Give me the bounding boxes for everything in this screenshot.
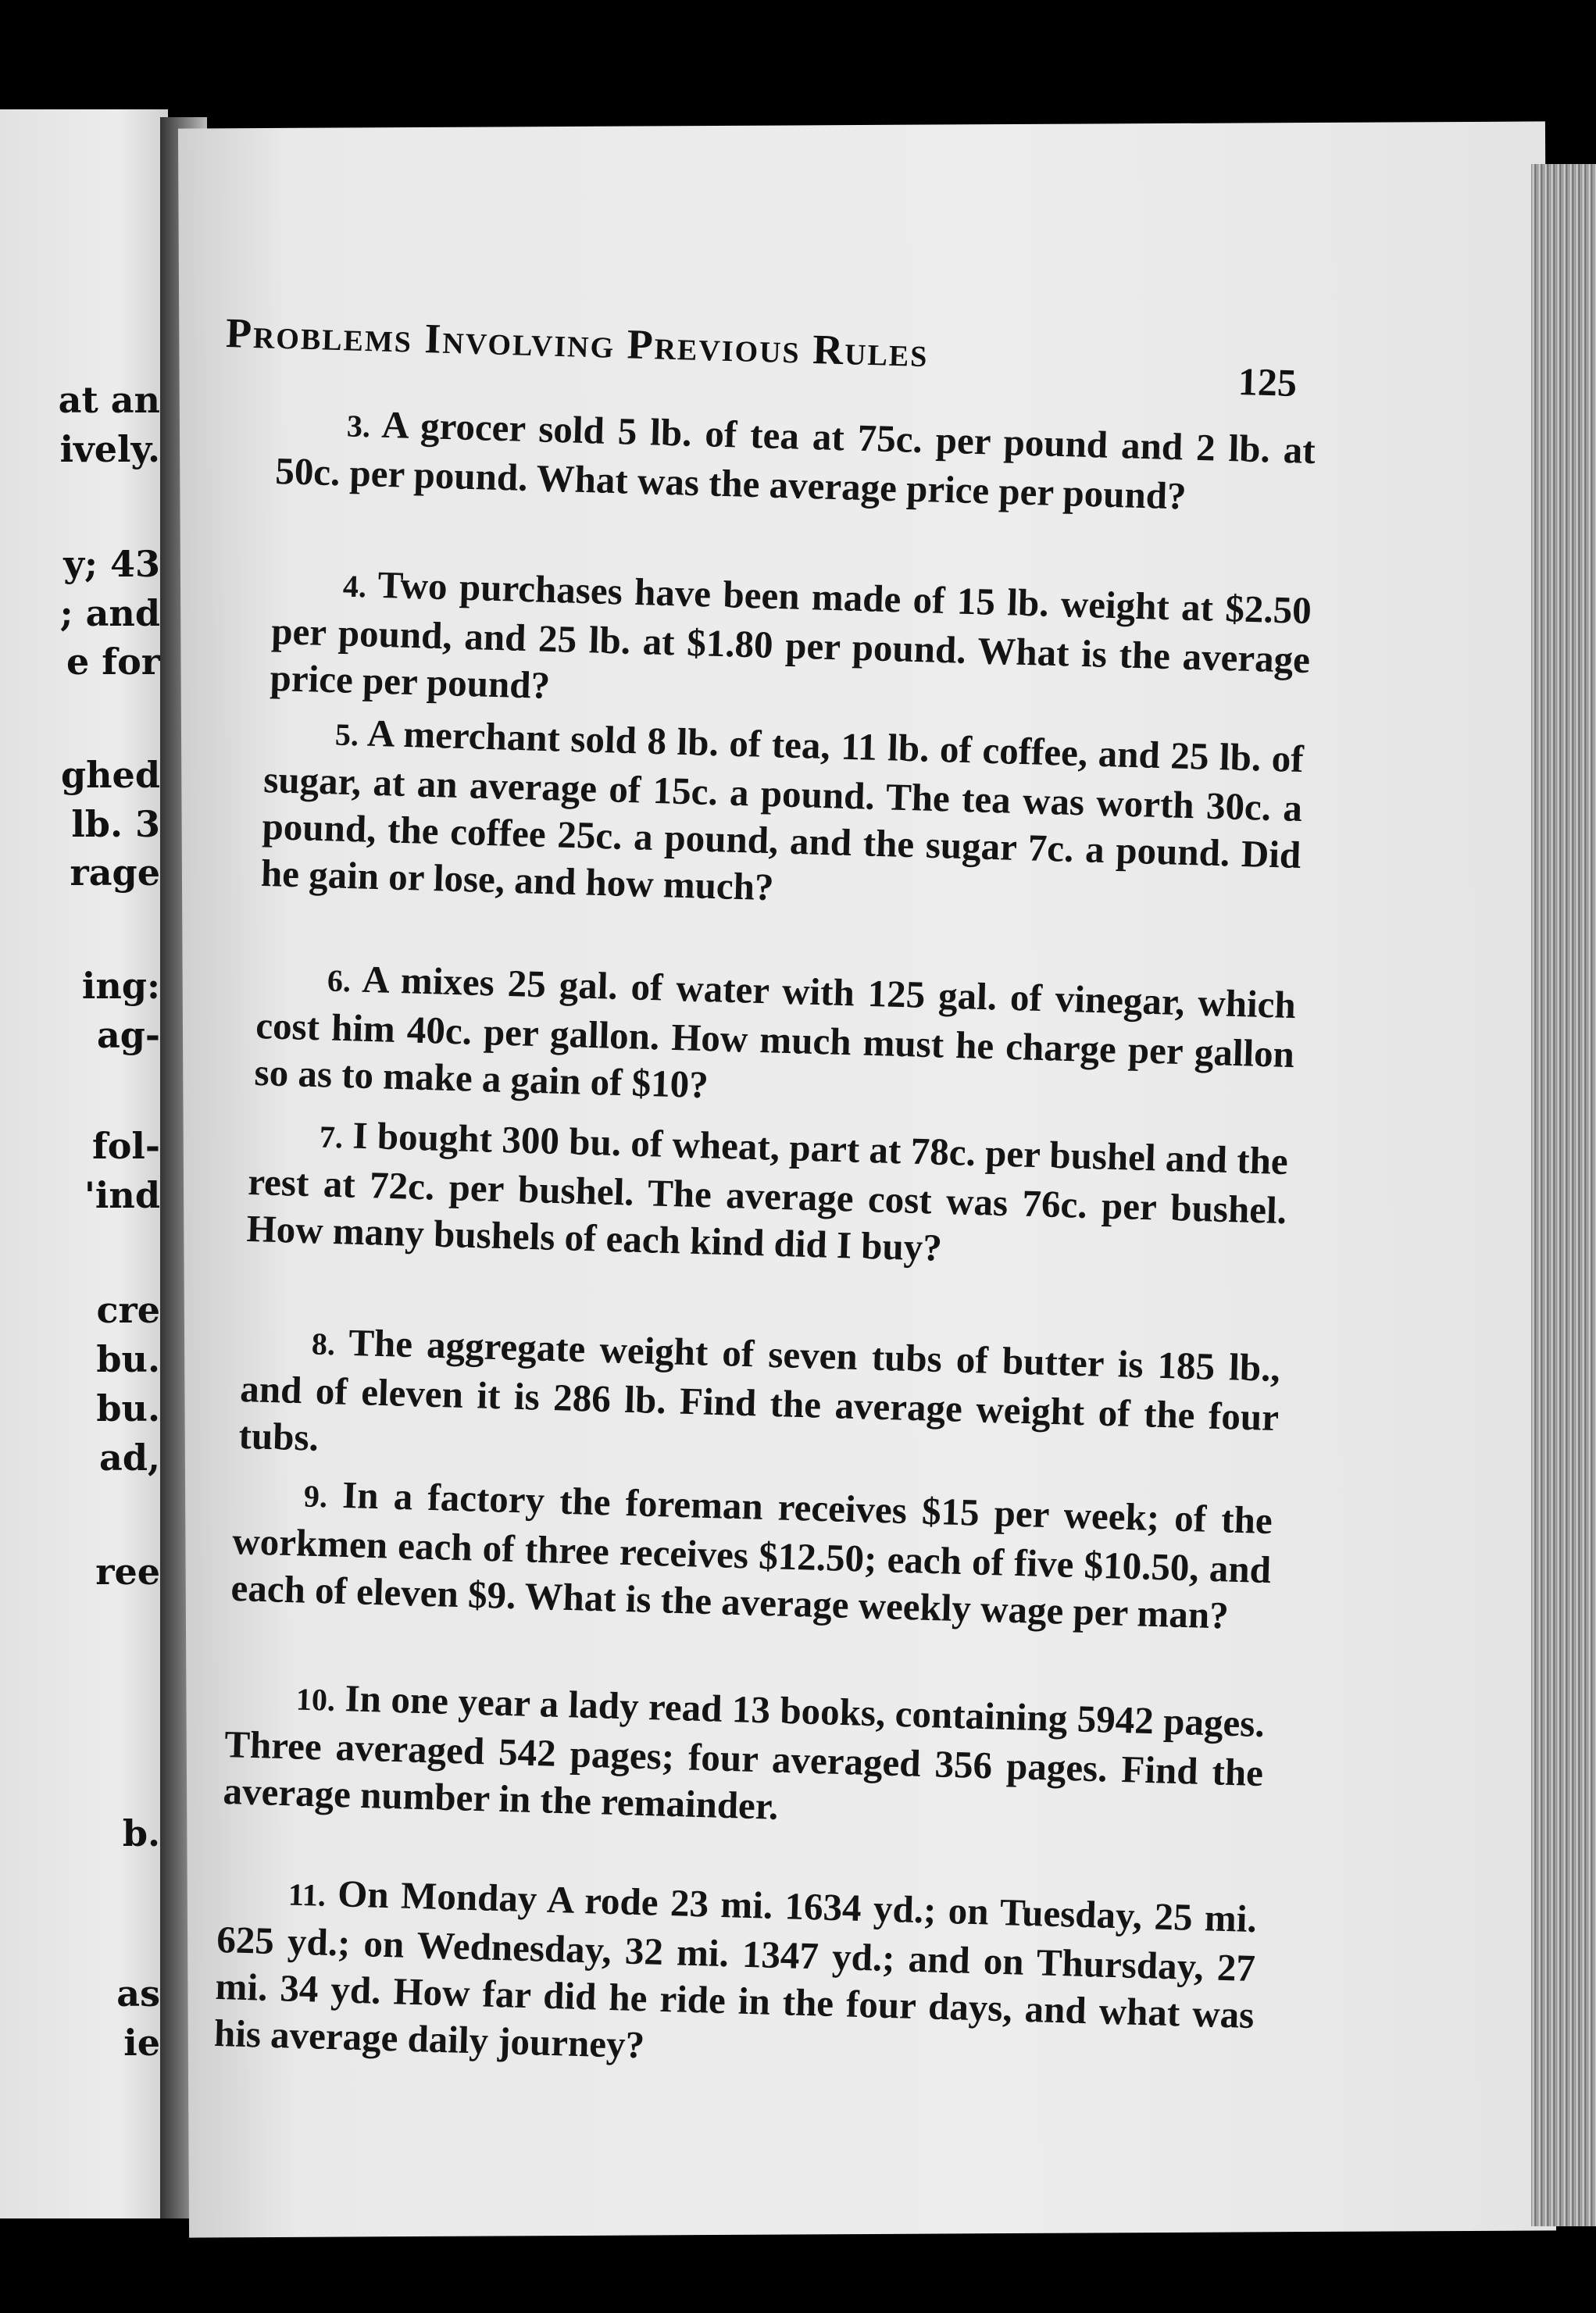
running-title: Problems Involving Previous Rules	[225, 309, 930, 377]
left-page-fragment: ree	[95, 1551, 160, 1593]
problem-9	[230, 1469, 1273, 1640]
left-page-fragment: ively.	[59, 428, 160, 470]
problem-8	[238, 1316, 1281, 1488]
left-page-fragment: e for	[66, 641, 160, 683]
left-page-fragment: 'ind	[84, 1174, 160, 1216]
problem-text: In a factory the foreman receives $15 per week; of the workmen each of three receives $12.50; each of five $10.50, and each of eleven $9. What is the average weekly wage per man?	[230, 1472, 1273, 1637]
problem-5	[260, 707, 1304, 926]
problem-text: Two purchases have been made of 15 lb. weight at $2.50 per pound, and 25 lb. at $1.80 per pound. What is the average price per pound?	[269, 562, 1312, 707]
problem-6	[254, 953, 1297, 1125]
page-edges	[1531, 164, 1596, 2226]
problem-number: 6.	[327, 962, 352, 999]
left-page-fragment: lb. 3	[71, 803, 160, 845]
left-page-fragment: y; 43	[63, 543, 160, 585]
left-page-fragment: fol-	[91, 1125, 160, 1167]
problem-number: 8.	[311, 1326, 336, 1362]
left-page-fragment: bu.	[96, 1387, 160, 1430]
left-page-fragment: bu.	[96, 1338, 160, 1380]
left-page-fragment: ad,	[99, 1437, 160, 1479]
left-page-fragment: b.	[122, 1812, 160, 1854]
problem-number: 4.	[342, 568, 367, 605]
problem-text: On Monday A rode 23 mi. 1634 yd.; on Tuesday, 25 mi. 625 yd.; on Wednesday, 32 mi. 1347 yd.; and on Thursday, 27 mi. 34 yd. How far did he ride in the four days, and what was his average daily journey?	[213, 1872, 1258, 2067]
problem-10	[223, 1672, 1266, 1844]
left-page-fragment: ag-	[96, 1014, 160, 1056]
left-page-fragment: ghed	[60, 754, 160, 796]
problem-number: 10.	[295, 1681, 336, 1718]
left-page-fragment: cre	[96, 1289, 160, 1331]
left-page-fragment: ; and	[59, 592, 160, 634]
page-number: 125	[1237, 359, 1298, 405]
left-page-fragment: rage	[70, 851, 160, 894]
problem-number: 5.	[334, 716, 359, 753]
left-page-fragment: as	[116, 1972, 160, 2015]
problem-4	[270, 559, 1312, 730]
problem-text: A grocer sold 5 lb. of tea at 75c. per pound and 2 lb. at 50c. per pound. What was the average price per pound?	[274, 402, 1316, 518]
problem-text: The aggregate weight of seven tubs of butter is 185 lb., and of eleven it is 286 lb. Find the average weight of the four tubs.	[237, 1320, 1281, 1459]
problem-text: I bought 300 bu. of wheat, part at 78c. per bushel and the rest at 72c. per bushel. The average cost was 76c. per bushel. How many bushels of each kind did I buy?	[245, 1113, 1289, 1269]
problem-number: 7.	[319, 1119, 344, 1155]
problem-number: 11.	[287, 1876, 327, 1913]
problem-number: 3.	[346, 408, 371, 444]
problem-text: In one year a lady read 13 books, containing 5942 pages. Three averaged 542 pages; four averaged 356 pages. Find the average number in the remainder.	[222, 1676, 1266, 1828]
problem-number: 9.	[303, 1478, 328, 1515]
left-page-fragment: ing:	[81, 965, 160, 1007]
problem-7	[246, 1109, 1289, 1281]
problem-11	[213, 1867, 1257, 2086]
left-page-fragment: ie	[123, 2022, 160, 2064]
left-page-fragment: at an	[58, 379, 160, 421]
problem-text: A merchant sold 8 lb. of tea, 11 lb. of coffee, and 25 lb. of sugar, at an average of 15c. a pound. The tea was worth 30c. a pound, the coffee 25c. a pound, and the sugar 7c. a pound. Did he gain or lose, and how much?	[260, 711, 1305, 909]
problem-text: A mixes 25 gal. of water with 125 gal. of vinegar, which cost him 40c. per gallon. How much must he charge per gallon so as to make a gain of $10?	[253, 957, 1297, 1107]
previous-page	[0, 109, 168, 2218]
